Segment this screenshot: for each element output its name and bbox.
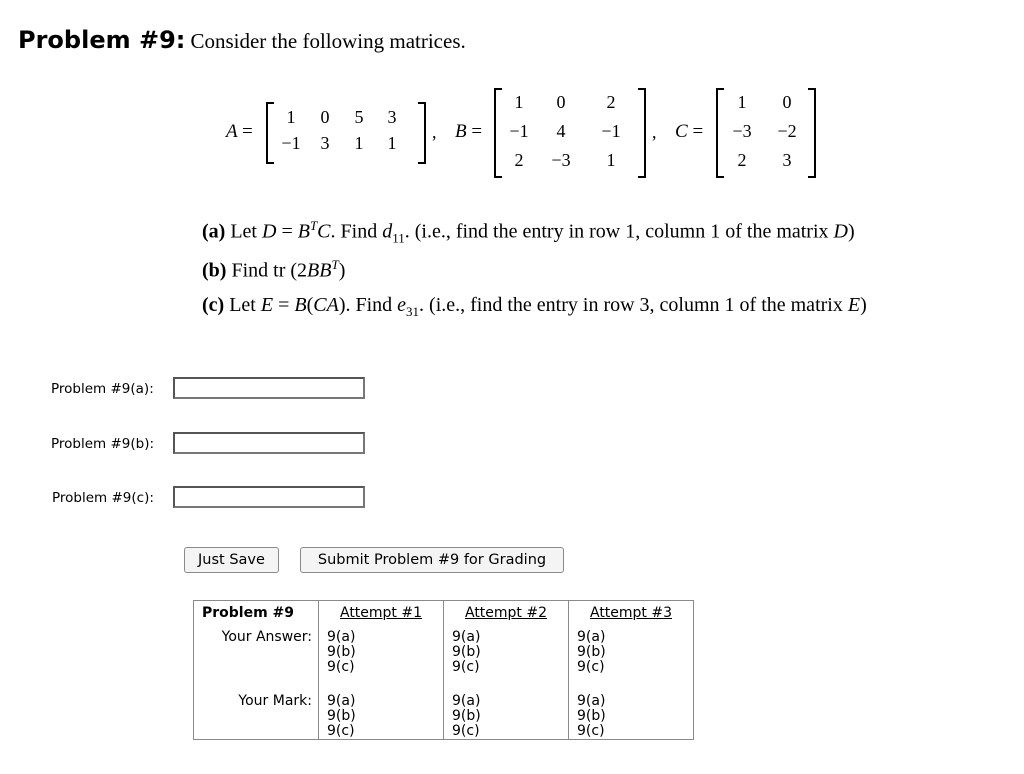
part-b-text: (b) Find tr $(2BB^T)$ <box>202 257 346 282</box>
answer-input-b[interactable] <box>173 432 365 454</box>
your-answer-row <box>194 626 694 675</box>
matrix-cell: −1 <box>281 132 301 153</box>
answer-label-a: Problem #9(a): <box>51 381 154 397</box>
matrix-cell: 1 <box>606 150 616 170</box>
mark-item: 9(a) <box>577 693 606 709</box>
matrix-b-left-bracket <box>494 88 502 178</box>
just-save-button[interactable]: Just Save <box>184 547 279 573</box>
mark-item: 9(c) <box>452 723 480 739</box>
answer-label-c: Problem #9(c): <box>52 490 154 506</box>
mark-item: 9(b) <box>577 708 606 724</box>
matrix-c-label: C = <box>675 121 704 142</box>
answer-item: 9(c) <box>452 659 480 675</box>
answer-item: 9(a) <box>452 629 481 645</box>
matrix-cell: 2 <box>514 150 524 170</box>
matrix-cell: 1 <box>354 132 364 153</box>
matrix-cell: −2 <box>777 121 797 141</box>
answer-item: 9(b) <box>577 644 606 660</box>
separator-comma: , <box>432 122 437 142</box>
your-mark-label: Your Mark: <box>238 693 312 709</box>
matrix-b <box>502 88 636 175</box>
attempt-3-answers <box>569 626 694 675</box>
attempt-2-marks <box>444 675 569 740</box>
attempt-3-link[interactable]: Attempt #3 <box>569 601 694 627</box>
mark-item: 9(b) <box>452 708 481 724</box>
separator-comma: , <box>652 122 657 142</box>
attempts-header-row <box>194 601 694 627</box>
mark-item: 9(b) <box>327 708 356 724</box>
answer-item: 9(b) <box>452 644 481 660</box>
matrix-cell: 2 <box>606 92 616 112</box>
matrix-cell: 0 <box>782 92 792 112</box>
answer-item: 9(c) <box>327 659 355 675</box>
problem-title: Problem #9: <box>18 26 186 54</box>
attempts-table <box>193 600 694 740</box>
matrix-a-right-bracket <box>418 102 426 164</box>
matrix-cell: 1 <box>514 92 524 112</box>
matrix-cell: 3 <box>782 150 792 170</box>
problem-heading <box>18 26 466 54</box>
matrix-cell: 3 <box>320 132 330 153</box>
answer-input-a[interactable] <box>173 377 365 399</box>
answer-input-c[interactable] <box>173 486 365 508</box>
matrix-cell: 2 <box>737 150 747 170</box>
matrix-cell: 0 <box>320 106 330 127</box>
matrix-cell: −1 <box>509 121 529 141</box>
matrix-cell: 5 <box>354 106 364 127</box>
your-answer-label: Your Answer: <box>221 629 312 645</box>
attempt-3-marks <box>569 675 694 740</box>
matrix-cell: 1 <box>387 132 397 153</box>
matrix-cell: −3 <box>732 121 752 141</box>
submit-for-grading-button[interactable]: Submit Problem #9 for Grading <box>300 547 564 573</box>
mark-item: 9(a) <box>452 693 481 709</box>
matrix-a-left-bracket <box>266 102 274 164</box>
matrix-cell: −1 <box>601 121 621 141</box>
answer-item: 9(b) <box>327 644 356 660</box>
attempt-1-marks <box>319 675 444 740</box>
mark-item: 9(a) <box>327 693 356 709</box>
problem-intro: Consider the following matrices. <box>190 29 466 53</box>
mark-item: 9(c) <box>327 723 355 739</box>
attempt-1-link[interactable]: Attempt #1 <box>319 601 444 627</box>
matrix-cell: 1 <box>286 106 296 127</box>
matrix-cell: 4 <box>556 121 566 141</box>
mark-item: 9(c) <box>577 723 605 739</box>
matrix-cell: 3 <box>387 106 397 127</box>
part-a-text: (a) Let $D = B^TC$. Find $d_{11}$. (i.e., find the entry in row 1, column 1 of the matrix D) <box>202 218 855 246</box>
attempt-2-link[interactable]: Attempt #2 <box>444 601 569 627</box>
matrix-cell: −3 <box>551 150 571 170</box>
matrix-c <box>722 88 812 175</box>
matrix-cell: 0 <box>556 92 566 112</box>
matrix-b-right-bracket <box>638 88 646 178</box>
answer-item: 9(c) <box>577 659 605 675</box>
attempt-1-answers <box>319 626 444 675</box>
matrix-a-label: A = <box>226 121 253 142</box>
part-c-text: (c) Let E = B(CA). Find $e_{31}$. (i.e., find the entry in row 3, column 1 of the matrix E) <box>202 294 867 319</box>
answer-label-b: Problem #9(b): <box>51 436 155 452</box>
matrix-c-right-bracket <box>808 88 816 178</box>
attempt-2-answers <box>444 626 569 675</box>
attempts-table-title: Problem #9 <box>202 605 295 621</box>
matrix-cell: 1 <box>737 92 747 112</box>
answer-item: 9(a) <box>327 629 356 645</box>
matrix-b-label: B = <box>455 121 483 142</box>
matrix-a <box>274 104 408 156</box>
your-mark-row <box>194 675 694 740</box>
answer-item: 9(a) <box>577 629 606 645</box>
